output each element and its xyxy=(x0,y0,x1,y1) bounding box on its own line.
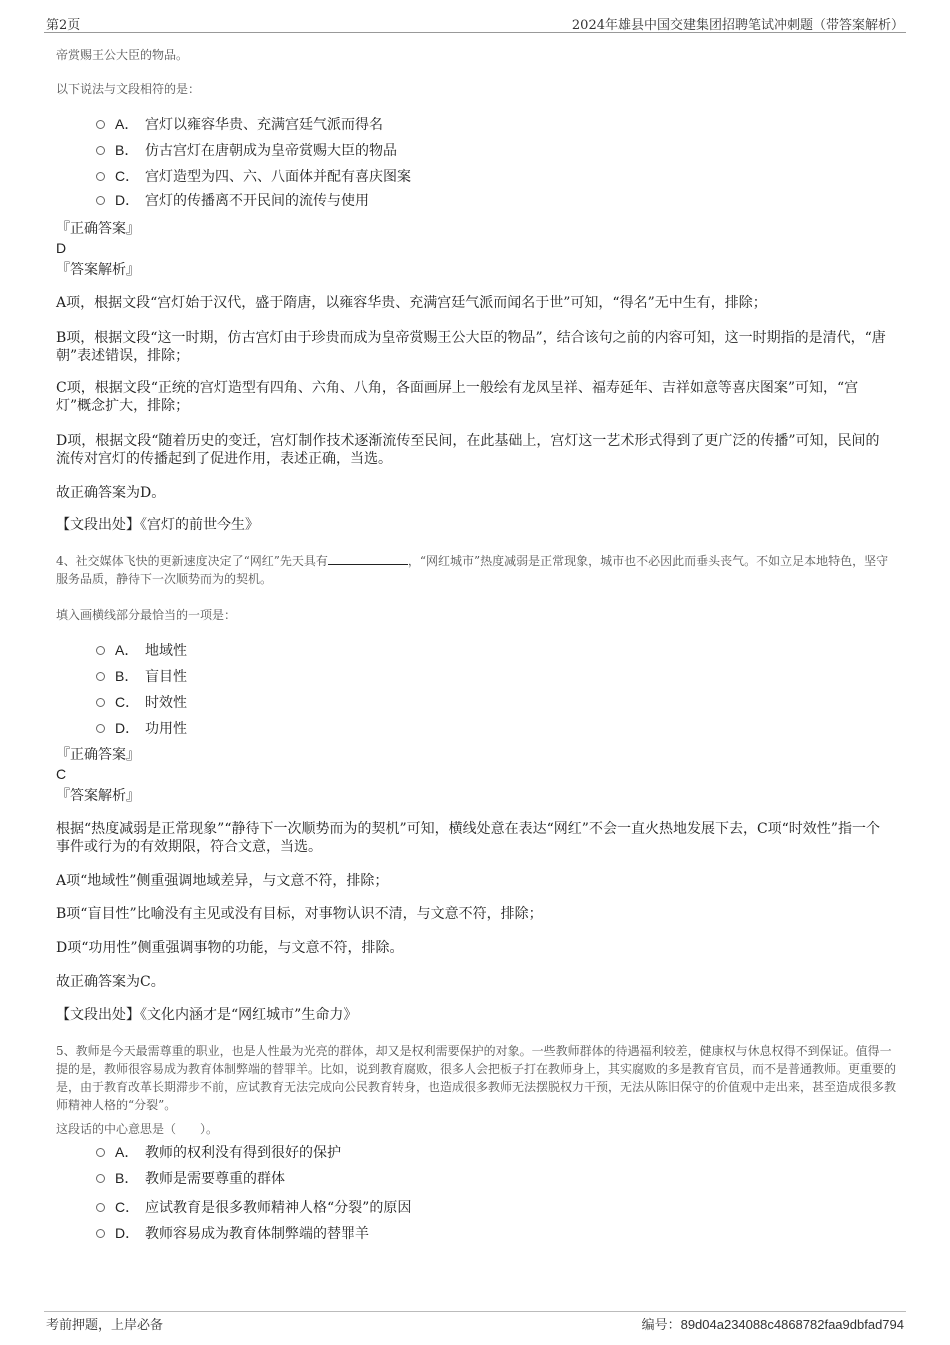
q3-option-d[interactable]: D． 宫灯的传播离不开民间的流传与使用 xyxy=(96,190,369,210)
q4-stem: 4、社交媒体飞快的更新速度决定了“网红”先天具有 ，“网红城市”热度减弱是正常现象，城市也不必因此而垂头丧气。不如立足本地特色，坚守服务品质，静待下一次顺势而为的契机。 xyxy=(56,554,889,586)
q3-answer-label: 『正确答案』 xyxy=(56,221,140,237)
radio-icon[interactable] xyxy=(96,172,105,181)
page-footer xyxy=(44,1311,906,1332)
q3-analysis-b: B项，根据文段“这一时期，仿古宫灯由于珍贵而成为皇帝赏赐王公大臣的物品”，结合该句之前的内容可知，这一时期指的是清代，“唐朝”表述错误，排除； xyxy=(56,330,886,364)
q3-analysis-label: 『答案解析』 xyxy=(56,262,140,278)
q5-option-b[interactable]: B． 教师是需要尊重的群体 xyxy=(96,1168,285,1188)
q5-option-c[interactable]: C． 应试教育是很多教师精神人格“分裂”的原因 xyxy=(96,1197,411,1217)
q4-analysis-label: 『答案解析』 xyxy=(56,788,140,804)
radio-icon[interactable] xyxy=(96,724,105,733)
q3-analysis-c: C项，根据文段“正统的宫灯造型有四角、六角、八角，各面画屏上一般绘有龙凤呈祥、福寿延年、吉祥如意等喜庆图案”可知，“宫灯”概念扩大，排除； xyxy=(56,380,859,414)
q5-option-a[interactable]: A． 教师的权利没有得到很好的保护 xyxy=(96,1142,341,1162)
q5-stem: 5、教师是今天最需尊重的职业，也是人性最为光亮的群体，却又是权利需要保护的对象。一些教师群体的待遇福利较差，健康权与休息权得不到保证。值得一提的是，教师很容易成为教育体制弊端的替罪羊。比如，说到教育腐败，很多人会把板子打在教师身上，其实腐败的多是教育官员，而不是普通教师。更重要的是，由于教育改革长期滞步不前，应试教育无法完成向公民教育转身，也造成很多教师无法摆脱权力干预，无法从陈旧保守的价值观中走出来，甚至造成很多教师精神人格的“分裂”。 xyxy=(56,1044,897,1112)
q4-prompt: 填入画横线部分最恰当的一项是： xyxy=(56,608,237,622)
q3-option-b[interactable]: B． 仿古宫灯在唐朝成为皇帝赏赐大臣的物品 xyxy=(96,140,397,160)
radio-icon[interactable] xyxy=(96,1229,105,1238)
q4-option-a[interactable]: A． 地域性 xyxy=(96,640,187,660)
radio-icon[interactable] xyxy=(96,1174,105,1183)
q4-analysis-a: A项“地域性”侧重强调地域差异，与文意不符，排除； xyxy=(56,873,389,889)
q4-conclusion: 故正确答案为C。 xyxy=(56,974,165,990)
q3-option-a[interactable]: A． 宫灯以雍容华贵、充满宫廷气派而得名 xyxy=(96,114,383,134)
document-title: 2024年雄县中国交建集团招聘笔试冲刺题（带答案解析） xyxy=(571,18,904,33)
footer-slogan: 考前押题，上岸必备 xyxy=(46,1318,164,1333)
q4-source: 【文段出处】《文化内涵才是“网红城市”生命力》 xyxy=(56,1007,358,1023)
radio-icon[interactable] xyxy=(96,146,105,155)
answer-blank xyxy=(328,552,408,565)
radio-icon[interactable] xyxy=(96,120,105,129)
radio-icon[interactable] xyxy=(96,646,105,655)
page-header xyxy=(44,12,906,33)
radio-icon[interactable] xyxy=(96,698,105,707)
radio-icon[interactable] xyxy=(96,196,105,205)
q4-option-d[interactable]: D． 功用性 xyxy=(96,718,187,738)
q3-option-c[interactable]: C． 宫灯造型为四、六、八面体并配有喜庆图案 xyxy=(96,166,411,186)
q3-analysis-d: D项，根据文段“随着历史的变迁，宫灯制作技术逐渐流传至民间，在此基础上，宫灯这一艺术形式得到了更广泛的传播”可知，民间的流传对宫灯的传播起到了促进作用，表述正确，当选。 xyxy=(56,433,880,467)
document-code: 编号：89d04a234088c4868782faa9dbfad794 xyxy=(641,1317,904,1333)
q4-answer: C xyxy=(56,766,67,782)
q5-option-d[interactable]: D． 教师容易成为教育体制弊端的替罪羊 xyxy=(96,1223,369,1243)
q4-analysis-main: 根据“热度减弱是正常现象”“静待下一次顺势而为的契机”可知，横线处意在表达“网红”不会一直火热地发展下去，C项“时效性”指一个事件或行为的有效期限，符合文意，当选。 xyxy=(56,821,880,855)
radio-icon[interactable] xyxy=(96,1203,105,1212)
q4-option-c[interactable]: C． 时效性 xyxy=(96,692,187,712)
q3-conclusion: 故正确答案为D。 xyxy=(56,485,166,501)
q3-intro-tail: 帝赏赐王公大臣的物品。 xyxy=(56,48,189,62)
q4-analysis-d: D项“功用性”侧重强调事物的功能，与文意不符，排除。 xyxy=(56,940,404,956)
q4-answer-label: 『正确答案』 xyxy=(56,747,140,763)
q3-analysis-a: A项，根据文段“宫灯始于汉代，盛于隋唐，以雍容华贵、充满宫廷气派而闻名于世”可知，“得名”无中生有，排除； xyxy=(56,295,767,311)
q3-source: 【文段出处】《宫灯的前世今生》 xyxy=(56,517,259,533)
page-number: 第2页 xyxy=(46,18,81,33)
radio-icon[interactable] xyxy=(96,1148,105,1157)
q3-prompt: 以下说法与文段相符的是： xyxy=(56,82,201,96)
q3-answer: D xyxy=(56,240,67,256)
q4-analysis-b: B项“盲目性”比喻没有主见或没有目标，对事物认识不清，与文意不符，排除； xyxy=(56,906,543,922)
q5-prompt: 这段话的中心意思是（ ）。 xyxy=(56,1122,219,1136)
q4-option-b[interactable]: B． 盲目性 xyxy=(96,666,187,686)
radio-icon[interactable] xyxy=(96,672,105,681)
